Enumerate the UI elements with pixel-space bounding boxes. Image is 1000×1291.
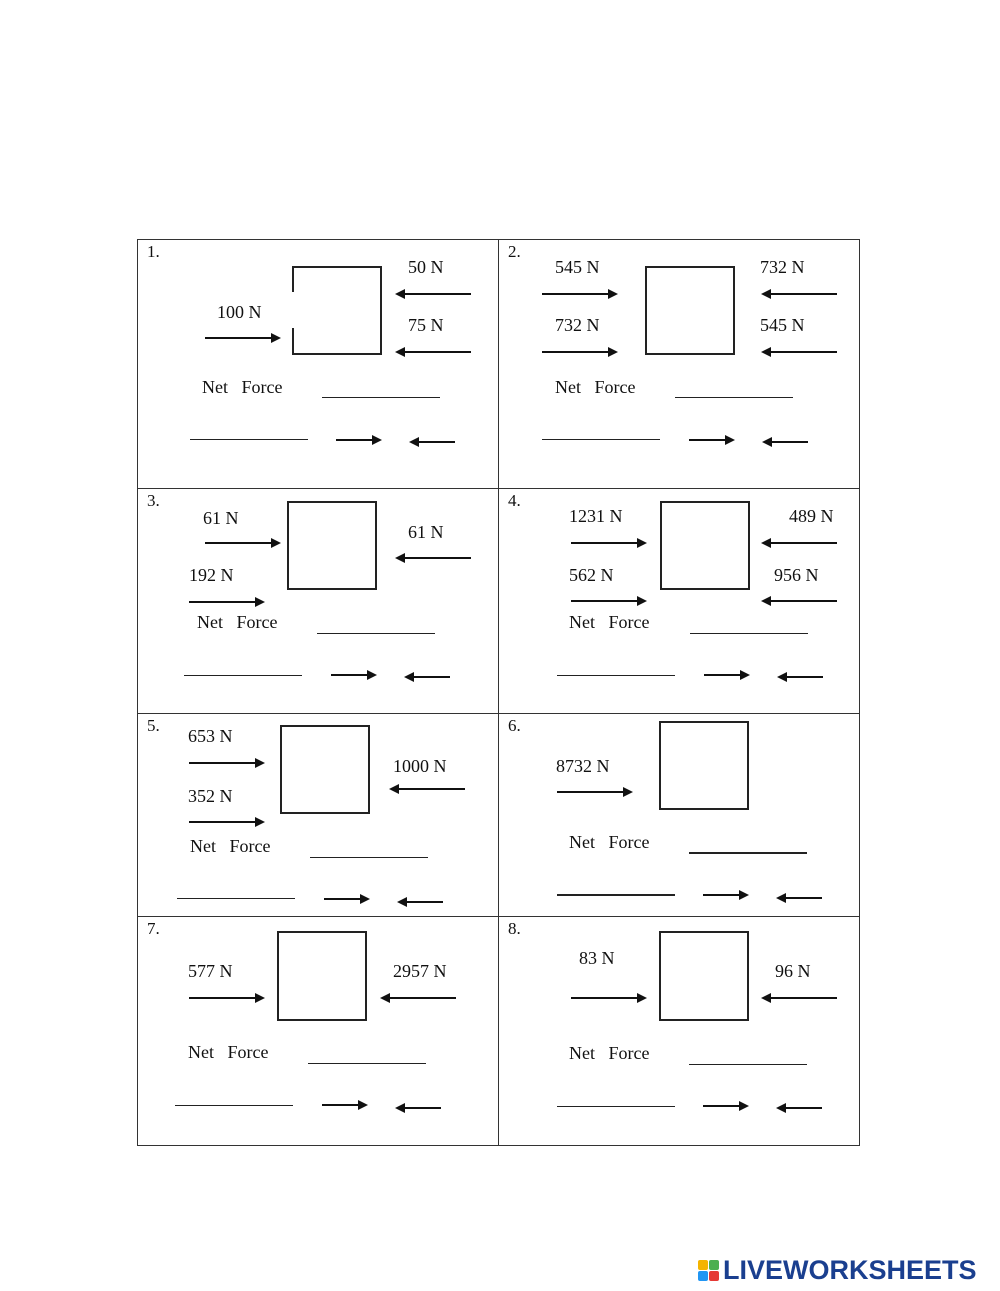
force-label: 61 N (408, 522, 444, 542)
liveworksheets-logo (698, 1256, 977, 1284)
direction-left-arrow-icon[interactable] (404, 671, 450, 683)
problem-number: 4. (508, 491, 521, 510)
left-arrow-icon (395, 288, 471, 300)
net-force-value-line[interactable] (557, 894, 675, 896)
right-arrow-icon (189, 992, 265, 1004)
force-label: 577 N (188, 961, 233, 981)
force-label: 352 N (188, 786, 233, 806)
direction-left-arrow-icon[interactable] (777, 671, 823, 683)
force-label: 732 N (555, 315, 600, 335)
direction-right-arrow-icon[interactable] (331, 669, 377, 681)
net-force-answer-line[interactable] (690, 633, 808, 634)
force-label: 562 N (569, 565, 614, 585)
direction-left-arrow-icon[interactable] (776, 1102, 822, 1114)
object-box (292, 266, 382, 355)
net-force-label: Net Force (569, 1043, 650, 1063)
left-arrow-icon (389, 783, 465, 795)
net-force-answer-line[interactable] (308, 1063, 426, 1064)
direction-right-arrow-icon[interactable] (703, 1100, 749, 1112)
left-arrow-icon (380, 992, 456, 1004)
object-box (277, 931, 367, 1021)
right-arrow-icon (571, 537, 647, 549)
table-divider-row-2 (137, 713, 860, 714)
force-label: 96 N (775, 961, 811, 981)
net-force-value-line[interactable] (177, 898, 295, 899)
net-force-value-line[interactable] (542, 439, 660, 440)
net-force-answer-line[interactable] (675, 397, 793, 398)
right-arrow-icon (205, 332, 281, 344)
net-force-value-line[interactable] (190, 439, 308, 440)
right-arrow-icon (542, 346, 618, 358)
right-arrow-icon (189, 596, 265, 608)
force-label: 2957 N (393, 961, 447, 981)
net-force-label: Net Force (190, 836, 271, 856)
force-label: 75 N (408, 315, 444, 335)
direction-right-arrow-icon[interactable] (704, 669, 750, 681)
force-label: 653 N (188, 726, 233, 746)
right-arrow-icon (557, 786, 633, 798)
logo-text: LIVEWORKSHEETS (723, 1254, 977, 1285)
net-force-answer-line[interactable] (689, 1064, 807, 1065)
table-divider-row-1 (137, 488, 860, 489)
table-border-right (859, 239, 860, 1146)
problem-number: 3. (147, 491, 160, 510)
direction-left-arrow-icon[interactable] (776, 892, 822, 904)
force-label: 61 N (203, 508, 239, 528)
right-arrow-icon (571, 595, 647, 607)
left-arrow-icon (395, 346, 471, 358)
force-label: 100 N (217, 302, 262, 322)
direction-right-arrow-icon[interactable] (324, 893, 370, 905)
net-force-label: Net Force (197, 612, 278, 632)
object-box (287, 501, 377, 590)
force-label: 956 N (774, 565, 819, 585)
net-force-label: Net Force (569, 612, 650, 632)
object-box (645, 266, 735, 355)
problem-number: 7. (147, 919, 160, 938)
force-label: 545 N (555, 257, 600, 277)
right-arrow-icon (571, 992, 647, 1004)
object-box-edge (292, 266, 294, 292)
problem-number: 2. (508, 242, 521, 261)
direction-left-arrow-icon[interactable] (409, 436, 455, 448)
force-label: 50 N (408, 257, 444, 277)
direction-left-arrow-icon[interactable] (397, 896, 443, 908)
right-arrow-icon (189, 757, 265, 769)
object-box-edge (292, 328, 294, 355)
direction-left-arrow-icon[interactable] (762, 436, 808, 448)
force-label: 1000 N (393, 756, 447, 776)
problem-number: 1. (147, 242, 160, 261)
net-force-label: Net Force (188, 1042, 269, 1062)
net-force-value-line[interactable] (557, 1106, 675, 1107)
force-label: 489 N (789, 506, 834, 526)
net-force-label: Net Force (202, 377, 283, 397)
object-box (280, 725, 370, 814)
right-arrow-icon (205, 537, 281, 549)
object-box (659, 721, 749, 810)
net-force-label: Net Force (555, 377, 636, 397)
net-force-answer-line[interactable] (689, 852, 807, 854)
force-label: 545 N (760, 315, 805, 335)
problem-number: 8. (508, 919, 521, 938)
object-box (660, 501, 750, 590)
net-force-value-line[interactable] (175, 1105, 293, 1106)
force-label: 83 N (579, 948, 615, 968)
direction-right-arrow-icon[interactable] (703, 889, 749, 901)
object-box (659, 931, 749, 1021)
direction-right-arrow-icon[interactable] (689, 434, 735, 446)
left-arrow-icon (761, 992, 837, 1004)
left-arrow-icon (761, 346, 837, 358)
worksheet-table (137, 239, 860, 1146)
table-divider-row-3 (137, 916, 860, 917)
table-border-left (137, 239, 138, 1146)
right-arrow-icon (189, 816, 265, 828)
left-arrow-icon (761, 288, 837, 300)
net-force-value-line[interactable] (557, 675, 675, 676)
problem-number: 6. (508, 716, 521, 735)
left-arrow-icon (761, 537, 837, 549)
liveworksheets-logo-icon (698, 1260, 719, 1281)
net-force-answer-line[interactable] (310, 857, 428, 858)
force-label: 192 N (189, 565, 234, 585)
direction-left-arrow-icon[interactable] (395, 1102, 441, 1114)
net-force-answer-line[interactable] (322, 397, 440, 398)
left-arrow-icon (761, 595, 837, 607)
net-force-answer-line[interactable] (317, 633, 435, 634)
right-arrow-icon (542, 288, 618, 300)
direction-right-arrow-icon[interactable] (322, 1099, 368, 1111)
direction-right-arrow-icon[interactable] (336, 434, 382, 446)
net-force-value-line[interactable] (184, 675, 302, 676)
problem-number: 5. (147, 716, 160, 735)
force-label: 1231 N (569, 506, 623, 526)
table-divider-vertical (498, 239, 499, 1146)
force-label: 8732 N (556, 756, 610, 776)
force-label: 732 N (760, 257, 805, 277)
net-force-label: Net Force (569, 832, 650, 852)
left-arrow-icon (395, 552, 471, 564)
